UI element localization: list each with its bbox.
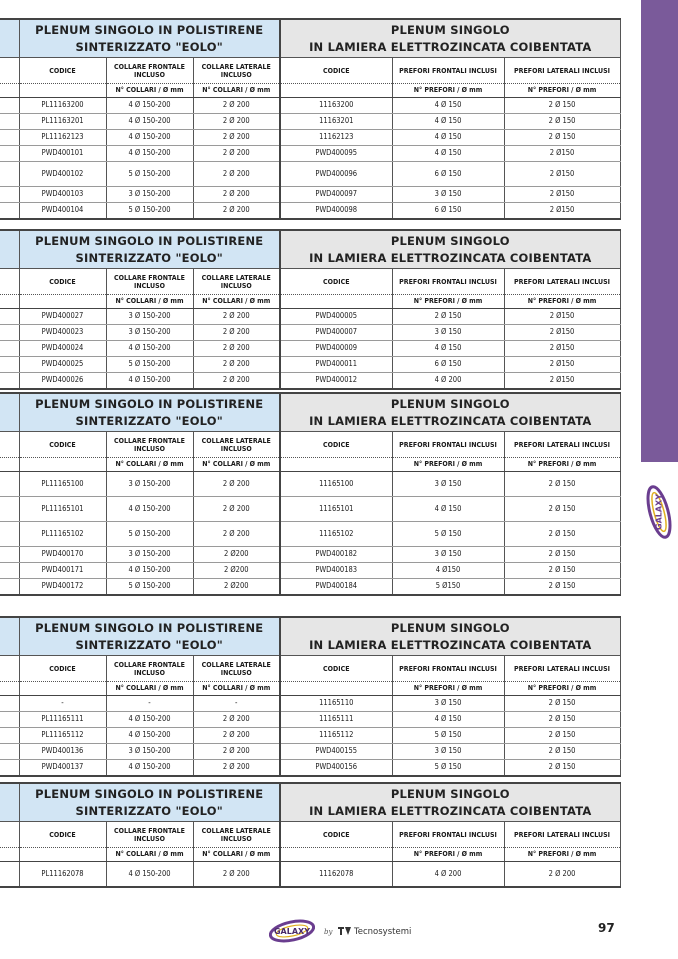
unit-prefori: N° PREFORI / Ø mm (392, 458, 504, 472)
table-row (0, 341, 620, 357)
unit-collari: N° COLLARI / Ø mm (106, 295, 193, 309)
table-cell (0, 712, 19, 728)
sidebar-accent-bar (641, 0, 678, 462)
section-right-title: PLENUM SINGOLO IN LAMIERA ELETTROZINCATA COIBENTATA (280, 783, 620, 822)
table-cell: 4 Ø 150-200 (106, 341, 193, 357)
table-cell: 2 Ø150 (504, 341, 620, 357)
table-cell (0, 98, 19, 114)
header-collare-frontale: COLLARE FRONTALE INCLUSO (106, 656, 193, 682)
table-row (0, 696, 620, 712)
table-cell: 2 Ø150 (504, 146, 620, 162)
galaxy-side-logo-icon (641, 470, 678, 550)
table-cell: 4 Ø 150-200 (106, 146, 193, 162)
table-cell: 3 Ø 150 (392, 187, 504, 203)
table-cell: 2 Ø 150 (504, 547, 620, 563)
table-cell: 2 Ø200 (193, 579, 280, 596)
table-cell: 4 Ø 150 (392, 130, 504, 146)
table-cell: 4 Ø 150-200 (106, 760, 193, 777)
table-cell: PWD400012 (280, 373, 392, 390)
header-prefori-frontali: PREFORI FRONTALI INCLUSI (392, 822, 504, 848)
unit-prefori: N° PREFORI / Ø mm (504, 84, 620, 98)
unit-prefori: N° PREFORI / Ø mm (504, 682, 620, 696)
unit-collari: N° COLLARI / Ø mm (193, 848, 280, 862)
header-codice: CODICE (19, 269, 106, 295)
table-row (0, 162, 620, 187)
table-cell: 11165111 (280, 712, 392, 728)
table-cell: 2 Ø 150 (504, 579, 620, 596)
table-cell: 11162078 (280, 862, 392, 888)
table-row (0, 712, 620, 728)
table-cell: 4 Ø 200 (392, 373, 504, 390)
unit-collari: N° COLLARI / Ø mm (193, 458, 280, 472)
table-cell: 3 Ø 150 (392, 696, 504, 712)
unit-collari: N° COLLARI / Ø mm (193, 84, 280, 98)
table-cell (0, 579, 19, 596)
table-cell: 4 Ø 150-200 (106, 130, 193, 146)
table-cell: 4 Ø 150-200 (106, 497, 193, 522)
header-collare-laterale: COLLARE LATERALE INCLUSO (193, 58, 280, 84)
table-cell: PWD400104 (19, 203, 106, 220)
table-cell: 2 Ø 200 (193, 325, 280, 341)
table-cell: 2 Ø 150 (504, 728, 620, 744)
table-cell: 5 Ø 150-200 (106, 203, 193, 220)
table-cell: 5 Ø 150-200 (106, 579, 193, 596)
table-cell: 2 Ø 200 (504, 862, 620, 888)
table-cell: 2 Ø 200 (193, 341, 280, 357)
table-cell: 4 Ø150 (392, 563, 504, 579)
unit-prefori: N° PREFORI / Ø mm (504, 458, 620, 472)
table-cell: 3 Ø 150-200 (106, 547, 193, 563)
table-row (0, 114, 620, 130)
table-row (0, 728, 620, 744)
table-row (0, 760, 620, 777)
header-prefori-laterali: PREFORI LATERALI INCLUSI (504, 656, 620, 682)
section-left-title: PLENUM SINGOLO IN POLISTIRENE SINTERIZZATO "EOLO" (19, 617, 280, 656)
header-collare-laterale: COLLARE LATERALE INCLUSO (193, 269, 280, 295)
header-codice: CODICE (280, 58, 392, 84)
table-cell: PWD400155 (280, 744, 392, 760)
table-cell: PL11163200 (19, 98, 106, 114)
table-cell: PWD400137 (19, 760, 106, 777)
table-cell: PWD400025 (19, 357, 106, 373)
table-cell: 3 Ø 150-200 (106, 744, 193, 760)
table-cell: 2 Ø 200 (193, 146, 280, 162)
table-cell: PWD400156 (280, 760, 392, 777)
table-cell: 3 Ø 150-200 (106, 309, 193, 325)
table-cell: 2 Ø 200 (193, 497, 280, 522)
table-cell: 5 Ø 150-200 (106, 162, 193, 187)
table-cell: PL11162123 (19, 130, 106, 146)
header-codice: CODICE (280, 269, 392, 295)
table-cell: 4 Ø 150 (392, 341, 504, 357)
table-cell: 2 Ø 150 (504, 696, 620, 712)
table-cell: PL11165112 (19, 728, 106, 744)
unit-collari: N° COLLARI / Ø mm (106, 458, 193, 472)
unit-collari: N° COLLARI / Ø mm (106, 848, 193, 862)
table-cell (0, 309, 19, 325)
unit-collari: N° COLLARI / Ø mm (193, 295, 280, 309)
table-cell: 2 Ø 200 (193, 203, 280, 220)
section-left-title: PLENUM SINGOLO IN POLISTIRENE SINTERIZZATO "EOLO" (19, 783, 280, 822)
plenum-section-5 (0, 782, 620, 888)
table-cell: 4 Ø 150 (392, 114, 504, 130)
table-cell: 2 Ø 200 (193, 162, 280, 187)
header-prefori-laterali: PREFORI LATERALI INCLUSI (504, 432, 620, 458)
table-cell: 4 Ø 150-200 (106, 712, 193, 728)
table-cell: PL11162078 (19, 862, 106, 888)
table-cell: 2 Ø 200 (193, 760, 280, 777)
header-codice: CODICE (19, 822, 106, 848)
table-cell: 2 Ø 150 (504, 563, 620, 579)
table-cell: PL11165111 (19, 712, 106, 728)
table-cell: 11162123 (280, 130, 392, 146)
table-cell: 2 Ø 200 (193, 98, 280, 114)
section-left-title: PLENUM SINGOLO IN POLISTIRENE SINTERIZZATO "EOLO" (19, 19, 280, 58)
table-cell: 11165102 (280, 522, 392, 547)
table-cell: 2 Ø 150 (504, 522, 620, 547)
galaxy-logo-text: GALAXY (273, 927, 311, 936)
table-cell: 5 Ø 150 (392, 522, 504, 547)
table-cell (0, 744, 19, 760)
table-cell: 4 Ø 150-200 (106, 114, 193, 130)
table-cell: 2 Ø150 (504, 162, 620, 187)
table-row (0, 98, 620, 114)
tecnosystemi-mark-icon (338, 927, 351, 935)
table-cell: 2 Ø200 (193, 563, 280, 579)
table-cell: 3 Ø 150 (392, 472, 504, 497)
unit-prefori: N° PREFORI / Ø mm (392, 682, 504, 696)
table-row (0, 373, 620, 390)
plenum-section-3 (0, 392, 620, 596)
table-cell: PWD400102 (19, 162, 106, 187)
table-cell: PWD400011 (280, 357, 392, 373)
section-left-title: PLENUM SINGOLO IN POLISTIRENE SINTERIZZATO "EOLO" (19, 230, 280, 269)
table-cell (0, 203, 19, 220)
table-cell: PWD400026 (19, 373, 106, 390)
table-row (0, 130, 620, 146)
table-cell: 5 Ø 150-200 (106, 522, 193, 547)
table-cell: 2 Ø 200 (193, 187, 280, 203)
table-cell (0, 325, 19, 341)
table-cell: 4 Ø 150 (392, 712, 504, 728)
table-row (0, 357, 620, 373)
table-cell: PWD400097 (280, 187, 392, 203)
table-cell: PWD400009 (280, 341, 392, 357)
header-collare-frontale: COLLARE FRONTALE INCLUSO (106, 269, 193, 295)
table-cell: 2 Ø 150 (504, 760, 620, 777)
header-codice: CODICE (280, 432, 392, 458)
table-cell: PWD400027 (19, 309, 106, 325)
table-cell (0, 862, 19, 888)
table-cell: 2 Ø 200 (193, 728, 280, 744)
table-cell: PWD400005 (280, 309, 392, 325)
table-cell: 3 Ø 150-200 (106, 472, 193, 497)
table-cell: PL11165101 (19, 497, 106, 522)
table-cell: 11165110 (280, 696, 392, 712)
header-collare-frontale: COLLARE FRONTALE INCLUSO (106, 822, 193, 848)
table-cell: - (193, 696, 280, 712)
plenum-section-4 (0, 616, 620, 777)
page-number: 97 (598, 921, 615, 935)
galaxy-side-logo-text: GALAXY (654, 493, 664, 531)
table-cell: 4 Ø 150-200 (106, 563, 193, 579)
table-cell: 2 Ø 150 (504, 712, 620, 728)
section-right-title: PLENUM SINGOLO IN LAMIERA ELETTROZINCATA COIBENTATA (280, 19, 620, 58)
table-cell: 4 Ø 150-200 (106, 728, 193, 744)
unit-collari: N° COLLARI / Ø mm (193, 682, 280, 696)
table-cell: PWD400098 (280, 203, 392, 220)
table-cell: 2 Ø150 (504, 373, 620, 390)
unit-prefori: N° PREFORI / Ø mm (504, 295, 620, 309)
table-row (0, 497, 620, 522)
header-collare-frontale: COLLARE FRONTALE INCLUSO (106, 432, 193, 458)
table-cell: 4 Ø 150 (392, 98, 504, 114)
table-cell: 11165100 (280, 472, 392, 497)
header-codice: CODICE (19, 432, 106, 458)
table-cell: 3 Ø 150 (392, 547, 504, 563)
header-prefori-frontali: PREFORI FRONTALI INCLUSI (392, 656, 504, 682)
table-cell: 2 Ø150 (504, 309, 620, 325)
header-prefori-frontali: PREFORI FRONTALI INCLUSI (392, 432, 504, 458)
table-cell: PWD400182 (280, 547, 392, 563)
table-row (0, 203, 620, 220)
header-codice: CODICE (19, 58, 106, 84)
table-cell: 3 Ø 150-200 (106, 325, 193, 341)
section-left-title: PLENUM SINGOLO IN POLISTIRENE SINTERIZZATO "EOLO" (19, 393, 280, 432)
table-row (0, 522, 620, 547)
galaxy-tecnosystemi-logo (268, 916, 428, 946)
table-cell (0, 187, 19, 203)
header-collare-laterale: COLLARE LATERALE INCLUSO (193, 822, 280, 848)
table-cell: PWD400007 (280, 325, 392, 341)
table-cell: PWD400172 (19, 579, 106, 596)
table-cell (0, 341, 19, 357)
table-row (0, 187, 620, 203)
table-row (0, 325, 620, 341)
table-row (0, 563, 620, 579)
table-cell: 2 Ø 200 (193, 357, 280, 373)
table-cell: 5 Ø150 (392, 579, 504, 596)
section-right-title: PLENUM SINGOLO IN LAMIERA ELETTROZINCATA COIBENTATA (280, 393, 620, 432)
table-cell: 11163200 (280, 98, 392, 114)
table-cell: PWD400023 (19, 325, 106, 341)
table-row (0, 862, 620, 888)
header-collare-laterale: COLLARE LATERALE INCLUSO (193, 432, 280, 458)
table-cell: 2 Ø 200 (193, 522, 280, 547)
table-cell: 2 Ø 150 (504, 98, 620, 114)
table-cell: 2 Ø200 (193, 547, 280, 563)
table-cell: 2 Ø 150 (392, 309, 504, 325)
table-cell: 5 Ø 150 (392, 760, 504, 777)
table-cell: 6 Ø 150 (392, 203, 504, 220)
table-cell: - (19, 696, 106, 712)
table-cell: PWD400183 (280, 563, 392, 579)
table-cell: 6 Ø 150 (392, 162, 504, 187)
table-cell: 2 Ø 150 (504, 130, 620, 146)
section-right-title: PLENUM SINGOLO IN LAMIERA ELETTROZINCATA COIBENTATA (280, 617, 620, 656)
table-cell: 4 Ø 150-200 (106, 373, 193, 390)
table-cell: 2 Ø 150 (504, 114, 620, 130)
table-row (0, 547, 620, 563)
table-cell (0, 357, 19, 373)
tecnosystemi-text: Tecnosystemi (354, 927, 412, 937)
table-cell: PWD400170 (19, 547, 106, 563)
table-cell (0, 760, 19, 777)
table-cell: - (106, 696, 193, 712)
table-cell (0, 728, 19, 744)
table-cell: 11165112 (280, 728, 392, 744)
header-prefori-laterali: PREFORI LATERALI INCLUSI (504, 269, 620, 295)
table-cell: 5 Ø 150-200 (106, 357, 193, 373)
table-cell: 2 Ø 200 (193, 862, 280, 888)
plenum-section-1 (0, 18, 620, 220)
table-cell (0, 497, 19, 522)
table-cell (0, 696, 19, 712)
table-cell: 6 Ø 150 (392, 357, 504, 373)
table-cell: PL11165100 (19, 472, 106, 497)
table-cell (0, 472, 19, 497)
table-cell: PWD400101 (19, 146, 106, 162)
unit-collari: N° COLLARI / Ø mm (106, 84, 193, 98)
table-cell: 3 Ø 150-200 (106, 187, 193, 203)
header-collare-laterale: COLLARE LATERALE INCLUSO (193, 656, 280, 682)
header-prefori-frontali: PREFORI FRONTALI INCLUSI (392, 269, 504, 295)
table-cell (0, 522, 19, 547)
table-row (0, 309, 620, 325)
unit-prefori: N° PREFORI / Ø mm (392, 848, 504, 862)
header-collare-frontale: COLLARE FRONTALE INCLUSO (106, 58, 193, 84)
table-cell: 3 Ø 150 (392, 744, 504, 760)
table-cell: 11163201 (280, 114, 392, 130)
table-cell: 5 Ø 150 (392, 728, 504, 744)
table-row (0, 146, 620, 162)
table-row (0, 472, 620, 497)
header-prefori-laterali: PREFORI LATERALI INCLUSI (504, 822, 620, 848)
table-cell: 4 Ø 150-200 (106, 862, 193, 888)
table-cell: 2 Ø 200 (193, 309, 280, 325)
table-cell: 2 Ø 150 (504, 497, 620, 522)
by-text: by (324, 928, 333, 936)
table-cell (0, 114, 19, 130)
table-cell: 2 Ø 200 (193, 472, 280, 497)
table-row (0, 744, 620, 760)
header-prefori-frontali: PREFORI FRONTALI INCLUSI (392, 58, 504, 84)
table-cell: 2 Ø150 (504, 187, 620, 203)
table-cell: 11165101 (280, 497, 392, 522)
table-cell (0, 162, 19, 187)
table-cell: 2 Ø 200 (193, 744, 280, 760)
table-cell: PWD400024 (19, 341, 106, 357)
unit-prefori: N° PREFORI / Ø mm (392, 84, 504, 98)
table-cell (0, 373, 19, 390)
header-prefori-laterali: PREFORI LATERALI INCLUSI (504, 58, 620, 84)
table-cell: PWD400096 (280, 162, 392, 187)
table-cell (0, 146, 19, 162)
table-cell: 2 Ø150 (504, 203, 620, 220)
table-cell: 4 Ø 150 (392, 497, 504, 522)
table-cell: 2 Ø 200 (193, 114, 280, 130)
unit-collari: N° COLLARI / Ø mm (106, 682, 193, 696)
table-cell: 4 Ø 200 (392, 862, 504, 888)
table-cell (0, 563, 19, 579)
unit-prefori: N° PREFORI / Ø mm (392, 295, 504, 309)
table-cell: PWD400136 (19, 744, 106, 760)
table-cell: 4 Ø 150 (392, 146, 504, 162)
unit-prefori: N° PREFORI / Ø mm (504, 848, 620, 862)
header-codice: CODICE (280, 656, 392, 682)
section-right-title: PLENUM SINGOLO IN LAMIERA ELETTROZINCATA COIBENTATA (280, 230, 620, 269)
table-cell: 2 Ø150 (504, 325, 620, 341)
table-cell (0, 547, 19, 563)
table-cell: PWD400184 (280, 579, 392, 596)
table-cell: 4 Ø 150-200 (106, 98, 193, 114)
table-cell: PWD400095 (280, 146, 392, 162)
table-cell (0, 130, 19, 146)
table-cell: PWD400171 (19, 563, 106, 579)
table-cell: 2 Ø 200 (193, 373, 280, 390)
table-cell: 3 Ø 150 (392, 325, 504, 341)
table-cell: PL11163201 (19, 114, 106, 130)
header-codice: CODICE (280, 822, 392, 848)
table-cell: 2 Ø 150 (504, 744, 620, 760)
table-cell: 2 Ø 200 (193, 712, 280, 728)
table-cell: 2 Ø 200 (193, 130, 280, 146)
plenum-section-2 (0, 229, 620, 390)
header-codice: CODICE (19, 656, 106, 682)
table-cell: 2 Ø 150 (504, 472, 620, 497)
table-row (0, 579, 620, 596)
table-cell: PWD400103 (19, 187, 106, 203)
table-cell: PL11165102 (19, 522, 106, 547)
table-cell: 2 Ø150 (504, 357, 620, 373)
